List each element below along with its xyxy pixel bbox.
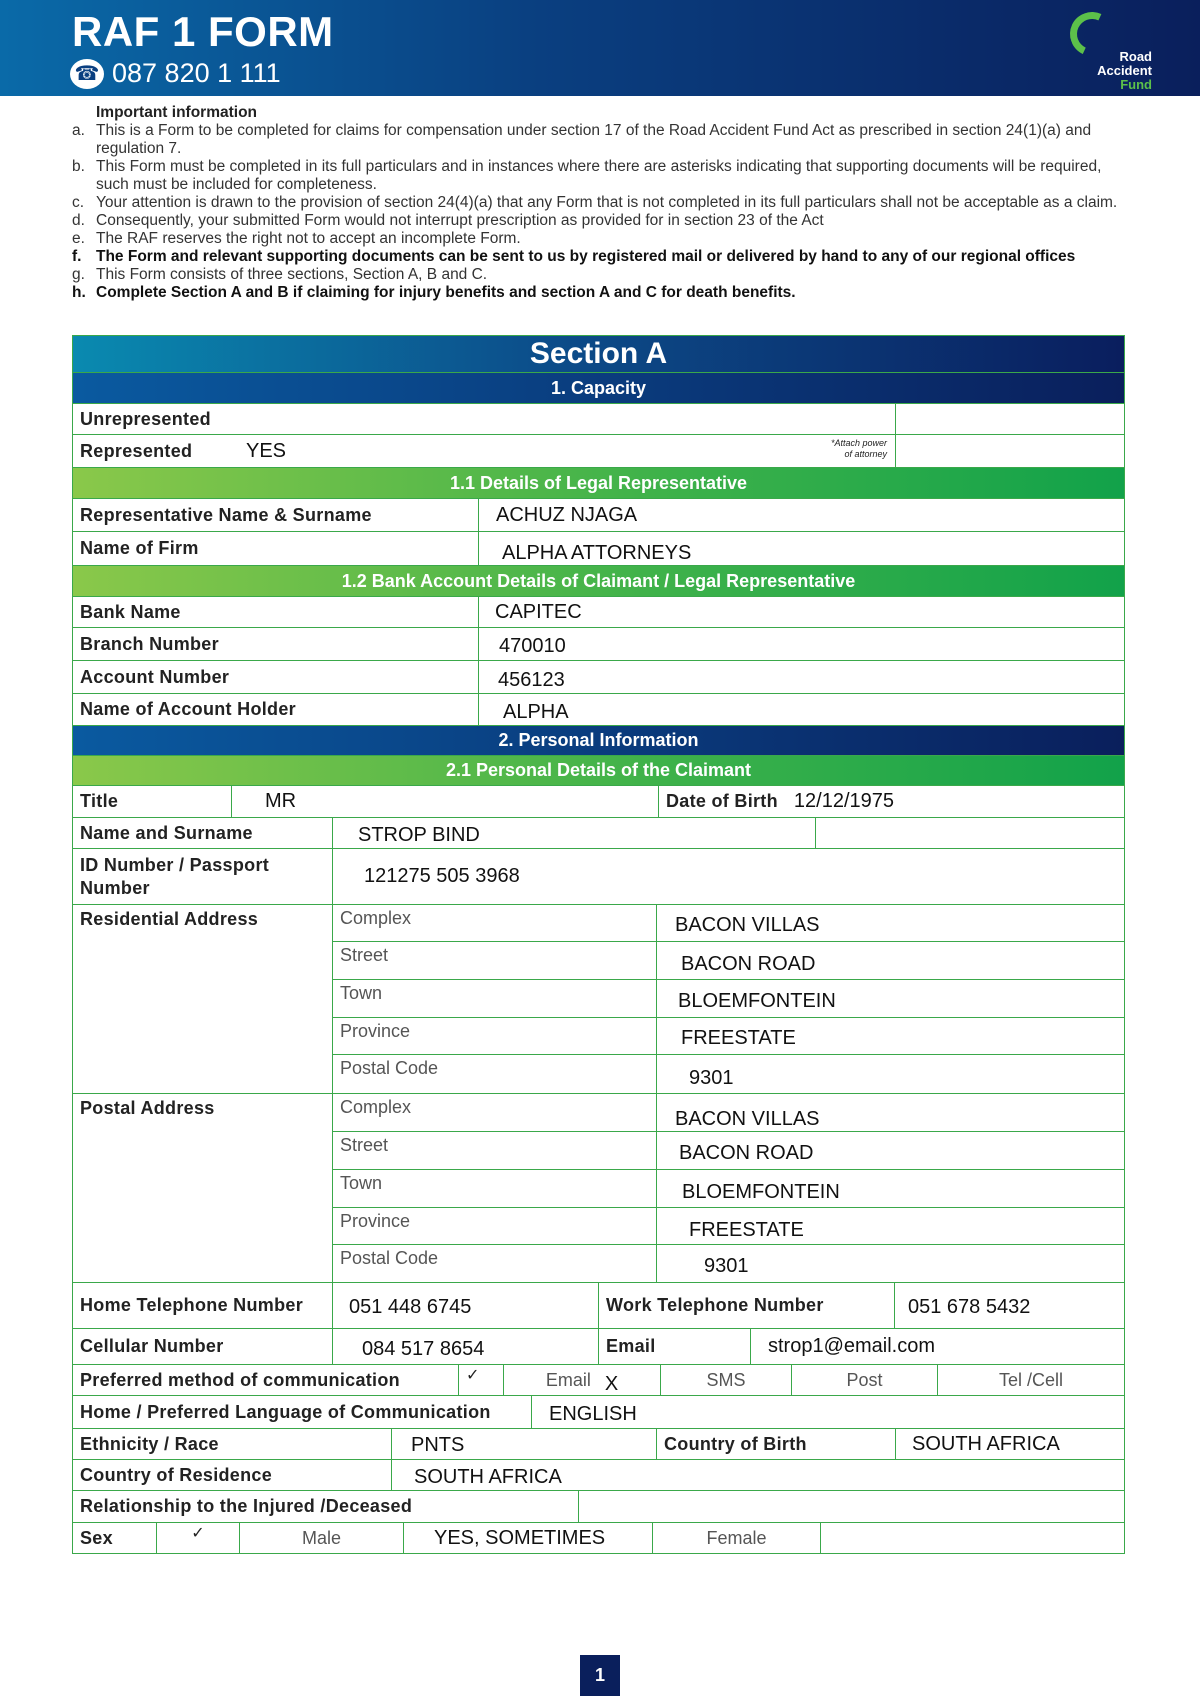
- sex-row: [72, 1523, 1125, 1554]
- post-province-label: Province: [340, 1211, 411, 1231]
- section-a-form: [72, 335, 1125, 1554]
- represented-row: [72, 435, 1125, 468]
- section-a-header: [72, 335, 1125, 373]
- sex-male-option[interactable]: Male: [240, 1523, 404, 1553]
- phone-number: [70, 58, 281, 89]
- page-number: 1: [580, 1655, 620, 1696]
- post-street-label: Street: [340, 1135, 389, 1155]
- bank-header: [72, 566, 1125, 597]
- legal-rep-header: [72, 468, 1125, 499]
- firm-label: Name of Firm: [73, 532, 479, 565]
- pref-email-mark: X: [604, 1372, 619, 1395]
- race-row: [72, 1429, 1125, 1460]
- pref-sms-option[interactable]: SMS: [661, 1365, 792, 1395]
- title-input[interactable]: MR: [232, 786, 659, 817]
- language-row: [72, 1396, 1125, 1429]
- personal-info-heading: 2. Personal Information: [73, 726, 1124, 755]
- rep-name-row: [72, 499, 1125, 532]
- post-complex-input[interactable]: BACON VILLAS: [675, 1107, 820, 1130]
- bank-name-input[interactable]: CAPITEC: [495, 600, 582, 623]
- dob-label: Date of Birth: [666, 791, 778, 811]
- info-item: f. The Form and relevant supporting documents can be sent to us by registered mail or delivered by hand to any of our regional offices: [72, 248, 1076, 265]
- section-title: Section A: [73, 336, 1124, 372]
- claimant-details-heading: 2.1 Personal Details of the Claimant: [73, 756, 1124, 785]
- raf-logo: [1056, 10, 1152, 92]
- dob-cell: [659, 786, 1124, 817]
- info-item: g. This Form consists of three sections, Section A, B and C.: [72, 266, 488, 283]
- logo-line-3: Fund: [1120, 77, 1152, 92]
- res-postal-label: Postal Code: [340, 1058, 439, 1078]
- relationship-row: [72, 1491, 1125, 1523]
- sex-value[interactable]: YES, SOMETIMES: [404, 1523, 653, 1553]
- work-tel-label: Work Telephone Number: [599, 1283, 895, 1328]
- home-tel-label: Home Telephone Number: [73, 1283, 333, 1328]
- res-province-label: Province: [340, 1021, 411, 1041]
- title-label: Title: [73, 786, 232, 817]
- claimant-details-header: [72, 756, 1125, 786]
- sex-male-check[interactable]: ✓: [157, 1523, 240, 1553]
- unrepresented-field[interactable]: [896, 404, 1124, 434]
- page-header: [0, 0, 1200, 96]
- rep-name-input[interactable]: ACHUZ NJAGA: [496, 503, 638, 526]
- unrepresented-row: [72, 404, 1125, 435]
- cor-label: Country of Residence: [73, 1460, 392, 1490]
- res-street-label: Street: [340, 945, 389, 965]
- telephone-row: [72, 1283, 1125, 1329]
- post-postal-label: Postal Code: [340, 1248, 439, 1268]
- info-item: h. Complete Section A and B if claiming for injury benefits and section A and C for death benefits.: [72, 284, 796, 301]
- dob-input[interactable]: 12/12/1975: [793, 790, 895, 812]
- cob-label: Country of Birth: [657, 1429, 896, 1459]
- res-complex-label: Complex: [340, 908, 412, 928]
- important-information: [72, 104, 1132, 302]
- residential-values: [657, 905, 1124, 1093]
- res-postal-input[interactable]: 9301: [689, 1067, 734, 1089]
- holder-row: [72, 694, 1125, 726]
- logo-line-1: Road: [1119, 49, 1152, 64]
- attorney-note: *Attach power of attorney: [830, 438, 887, 459]
- pref-comm-label: Preferred method of communication: [73, 1365, 459, 1395]
- info-item: b. This Form must be completed in its full particulars and in instances where there are asterisks indicating that supporting documents will be required, such must be included for completeness.: [72, 158, 1102, 193]
- represented-value[interactable]: YES: [246, 439, 287, 462]
- id-label: ID Number / Passport Number: [73, 849, 333, 904]
- name-extra-field[interactable]: [816, 818, 1124, 848]
- bank-heading: 1.2 Bank Account Details of Claimant / Legal Representative: [73, 566, 1124, 596]
- post-complex-label: Complex: [340, 1097, 412, 1117]
- logo-line-2: Accident: [1097, 63, 1152, 78]
- res-town-input[interactable]: BLOEMFONTEIN: [678, 989, 836, 1012]
- legal-rep-heading: 1.1 Details of Legal Representative: [73, 468, 1124, 498]
- email-input[interactable]: strop1@email.com: [768, 1335, 936, 1357]
- work-tel-input[interactable]: 051 678 5432: [908, 1295, 1031, 1318]
- email-label: Email: [599, 1329, 751, 1364]
- logo-swirl-icon: [1064, 6, 1120, 62]
- capacity-heading: 1. Capacity: [73, 373, 1124, 403]
- pref-email-option[interactable]: Email X: [504, 1365, 661, 1395]
- telephone-icon: ☎: [70, 59, 104, 89]
- post-town-input[interactable]: BLOEMFONTEIN: [682, 1180, 840, 1203]
- represented-cell: [73, 435, 896, 467]
- residential-address-block: [72, 905, 1125, 1094]
- bank-name-row: [72, 597, 1125, 628]
- post-province-input[interactable]: FREESTATE: [689, 1219, 804, 1241]
- form-title: RAF 1 FORM: [72, 8, 334, 55]
- firm-input[interactable]: ALPHA ATTORNEYS: [502, 541, 692, 564]
- relationship-input[interactable]: [579, 1491, 1124, 1522]
- unrepresented-label: Unrepresented: [73, 404, 896, 434]
- residence-row: [72, 1460, 1125, 1491]
- holder-label: Name of Account Holder: [73, 694, 479, 725]
- race-label: Ethnicity / Race: [73, 1429, 392, 1459]
- account-row: [72, 661, 1125, 694]
- id-row: [72, 849, 1125, 905]
- info-item: e. The RAF reserves the right not to accept an incomplete Form.: [72, 230, 521, 247]
- cell-label: Cellular Number: [73, 1329, 333, 1364]
- id-input[interactable]: 121275 505 3968: [364, 865, 520, 887]
- title-row: [72, 786, 1125, 818]
- branch-label: Branch Number: [73, 628, 479, 660]
- pref-comm-row: [72, 1365, 1125, 1396]
- info-heading: Important information: [96, 104, 258, 121]
- home-tel-input[interactable]: 051 448 6745: [333, 1283, 599, 1328]
- cob-input[interactable]: SOUTH AFRICA: [912, 1432, 1060, 1455]
- branch-input[interactable]: 470010: [499, 635, 566, 657]
- postal-values: [657, 1094, 1124, 1282]
- firm-row: [72, 532, 1125, 566]
- capacity-header: [72, 373, 1125, 404]
- post-street-input[interactable]: BACON ROAD: [679, 1141, 814, 1164]
- postal-label: Postal Address: [73, 1094, 333, 1282]
- represented-field[interactable]: [896, 435, 1124, 467]
- pref-comm-check[interactable]: ✓: [459, 1365, 504, 1395]
- language-label: Home / Preferred Language of Communication: [73, 1396, 532, 1428]
- name-row: [72, 818, 1125, 849]
- cell-email-row: [72, 1329, 1125, 1365]
- holder-input[interactable]: ALPHA: [503, 700, 569, 723]
- race-input[interactable]: PNTS: [392, 1429, 657, 1459]
- account-input[interactable]: 456123: [498, 669, 565, 691]
- info-item: a. This is a Form to be completed for claims for compensation under section 17 of the Road Accident Fund Act as prescribed in section 24(1)(a) and regulation 7.: [72, 122, 1092, 157]
- cor-input[interactable]: SOUTH AFRICA: [414, 1466, 562, 1488]
- postal-address-block: [72, 1094, 1125, 1283]
- rep-name-label: Representative Name & Surname: [73, 499, 479, 531]
- phone-text: 087 820 1 111: [112, 58, 281, 88]
- sex-female-check[interactable]: [821, 1523, 1124, 1553]
- res-complex-input[interactable]: BACON VILLAS: [675, 914, 820, 936]
- res-town-label: Town: [340, 983, 383, 1003]
- name-label: Name and Surname: [73, 818, 333, 848]
- residential-label: Residential Address: [73, 905, 333, 1093]
- postal-fields: [333, 1094, 657, 1282]
- residential-fields: [333, 905, 657, 1093]
- cell-input[interactable]: 084 517 8654: [333, 1329, 599, 1364]
- name-input[interactable]: STROP BIND: [333, 818, 816, 848]
- personal-info-header: [72, 726, 1125, 756]
- represented-label: Represented: [80, 440, 193, 461]
- post-town-label: Town: [340, 1173, 383, 1193]
- res-province-input[interactable]: FREESTATE: [681, 1027, 796, 1049]
- account-label: Account Number: [73, 661, 479, 693]
- sex-female-option[interactable]: Female: [653, 1523, 821, 1553]
- bank-name-label: Bank Name: [73, 597, 479, 627]
- info-item: c. Your attention is drawn to the provision of section 24(4)(a) that any Form that is not completed in its full particulars shall not be acceptable as a claim.: [72, 194, 1118, 211]
- info-item: d. Consequently, your submitted Form would not interrupt prescription as provided for in section 23 of the Act: [72, 212, 824, 229]
- pref-post-option[interactable]: Post: [792, 1365, 938, 1395]
- relationship-label: Relationship to the Injured /Deceased: [73, 1491, 579, 1522]
- res-street-input[interactable]: BACON ROAD: [681, 952, 816, 975]
- post-postal-input[interactable]: 9301: [704, 1254, 749, 1277]
- language-input[interactable]: ENGLISH: [549, 1403, 637, 1425]
- branch-row: [72, 628, 1125, 661]
- sex-label: Sex: [73, 1523, 157, 1553]
- pref-tel-option[interactable]: Tel /Cell: [998, 1369, 1064, 1390]
